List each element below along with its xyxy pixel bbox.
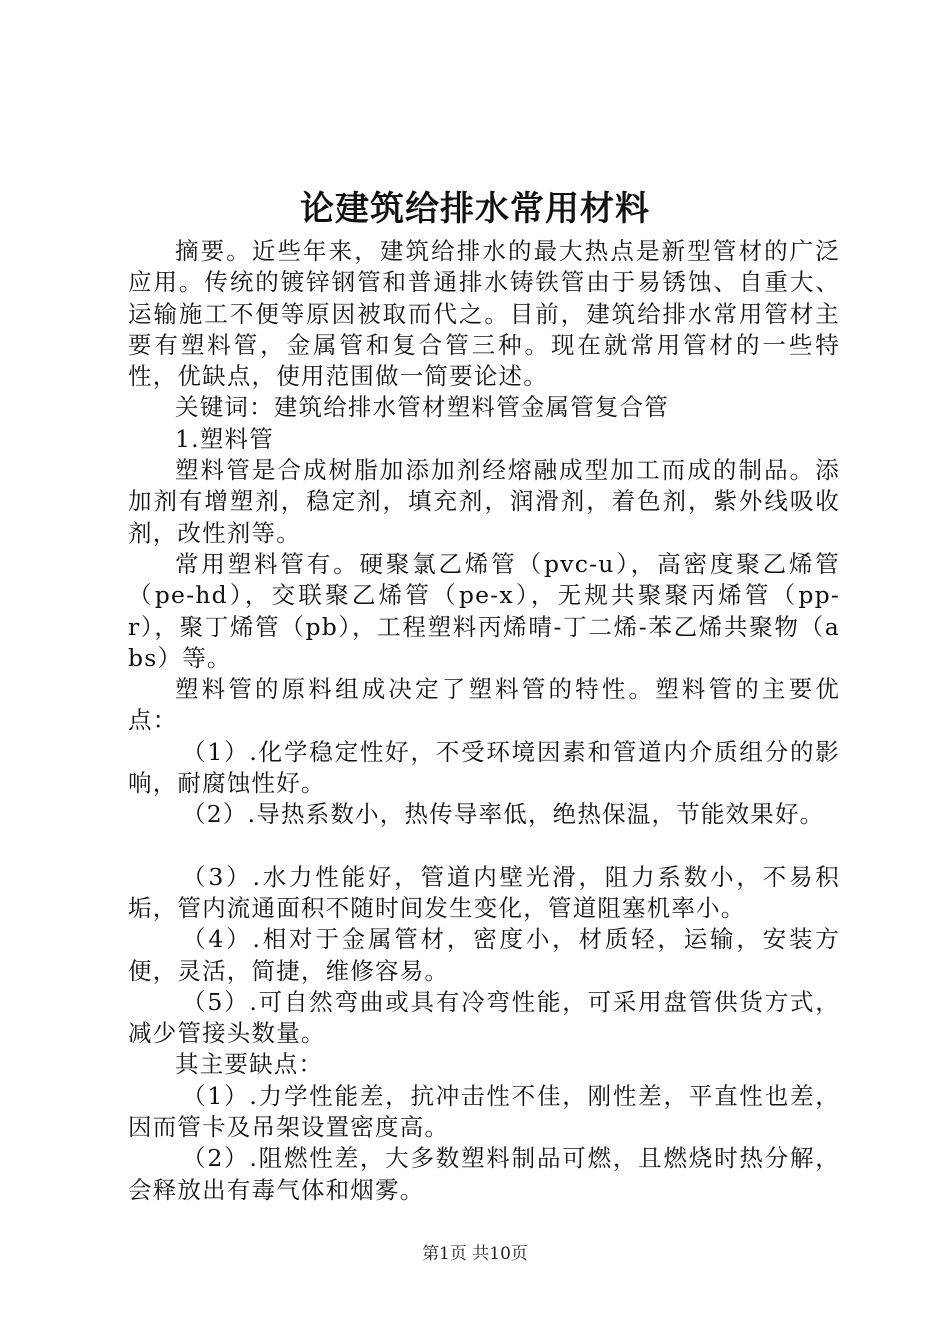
advantage-item: （3）.水力性能好，管道内壁光滑，阻力系数小，不易积垢，管内流通面积不随时间发生变化，管道阻塞机率小。	[128, 862, 840, 922]
keywords-paragraph: 关键词：建筑给排水管材塑料管金属管复合管	[175, 393, 669, 422]
advantage-item: （2）.导热系数小，热传导率低，绝热保温，节能效果好。	[182, 800, 825, 829]
abstract-paragraph: 摘要。近些年来，建筑给排水的最大热点是新型管材的广泛应用。传统的镀锌钢管和普通排水铸铁管由于易锈蚀、自重大、运输施工不便等原因被取而代之。目前，建筑给排水常用管材主要有塑料管，金属管和复合管三种。现在就常用管材的一些特性，优缺点，使用范围做一简要论述。	[128, 237, 840, 391]
advantage-item: （5）.可自然弯曲或具有冷弯性能，可采用盘管供货方式，减少管接头数量。	[128, 987, 840, 1048]
body-paragraph: 常用塑料管有。硬聚氯乙烯管（pvc-u），高密度聚乙烯管（pe-hd），交联聚乙烯管（pe-x），无规共聚聚丙烯管（pp-r），聚丁烯管（pb），工程塑料丙烯晴-丁二烯-苯乙烯共聚物（abs）等。	[128, 549, 840, 672]
advantage-item: （1）.化学稳定性好，不受环境因素和管道内介质组分的影响，耐腐蚀性好。	[128, 737, 840, 798]
disadvantage-item: （1）.力学性能差，抗冲击性不佳，刚性差，平直性也差，因而管卡及吊架设置密度高。	[128, 1081, 840, 1142]
document-title: 论建筑给排水常用材料	[300, 189, 650, 229]
document-body	[128, 236, 840, 1206]
section-heading-plastic-pipe: 1.塑料管	[175, 424, 274, 453]
body-paragraph: 塑料管是合成树脂加添加剂经熔融成型加工而成的制品。添加剂有增塑剂，稳定剂，填充剂，润滑剂，着色剂，紫外线吸收剂，改性剂等。	[128, 456, 840, 547]
advantage-item: （4）.相对于金属管材，密度小，材质轻，运输，安装方便，灵活，简捷，维修容易。	[128, 925, 840, 985]
disadvantage-item: （2）.阻燃性差，大多数塑料制品可燃，且燃烧时热分解，会释放出有毒气体和烟雾。	[128, 1144, 840, 1204]
disadvantages-heading: 其主要缺点：	[175, 1050, 324, 1079]
body-paragraph: 塑料管的原料组成决定了塑料管的特性。塑料管的主要优点：	[128, 675, 840, 735]
page-footer: 第1页 共10页	[422, 1244, 528, 1264]
